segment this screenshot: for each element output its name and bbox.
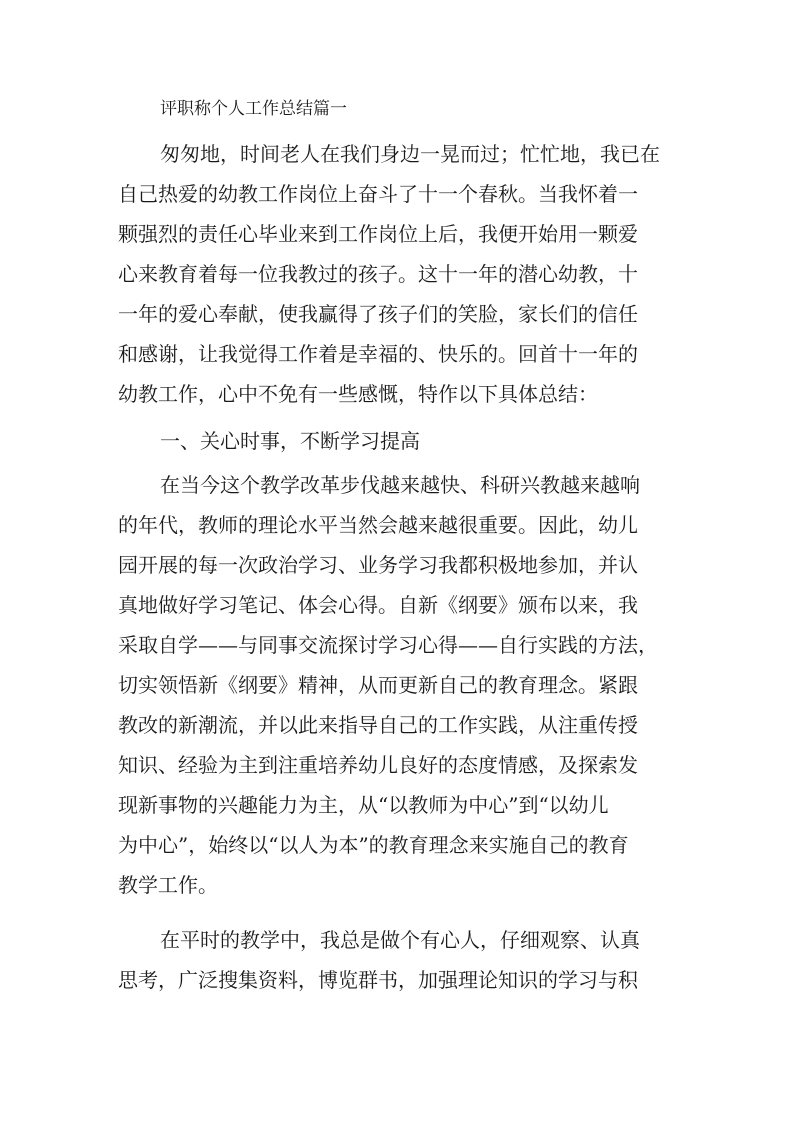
body-line: 和感谢，让我觉得工作着是幸福的、快乐的。回首十一年的	[118, 342, 638, 366]
body-line: 教改的新潮流，并以此来指导自己的工作实践，从注重传授	[118, 713, 638, 737]
body-line: 颗强烈的责任心毕业来到工作岗位上后，我便开始用一颗爱	[118, 222, 638, 246]
body-line: 在当今这个教学改革步伐越来越快、科研兴教越来越响	[160, 473, 640, 497]
body-line: 幼教工作，心中不免有一些感慨，特作以下具体总结：	[118, 382, 598, 406]
body-line: 现新事物的兴趣能力为主，从“以教师为中心”到“以幼儿	[118, 793, 609, 817]
body-line: 采取自学——与同事交流探讨学习心得——自行实践的方法，	[118, 633, 658, 657]
body-line: 教学工作。	[118, 873, 218, 897]
body-line: 自己热爱的幼教工作岗位上奋斗了十一个春秋。当我怀着一	[118, 182, 638, 206]
body-line: 在平时的教学中，我总是做个有心人，仔细观察、认真	[160, 928, 640, 952]
body-line: 切实领悟新《纲要》精神，从而更新自己的教育理念。紧跟	[118, 673, 638, 697]
body-line: 思考，广泛搜集资料，博览群书，加强理论知识的学习与积	[118, 968, 638, 992]
body-line: 为中心”，始终以“以人为本”的教育理念来实施自己的教育	[118, 833, 629, 857]
document-title: 评职称个人工作总结篇一	[160, 99, 347, 119]
section-heading: 一、关心时事，不断学习提高	[160, 429, 420, 453]
body-line: 园开展的每一次政治学习、业务学习我都积极地参加，并认	[118, 553, 638, 577]
body-line: 匆匆地，时间老人在我们身边一晃而过；忙忙地，我已在	[160, 142, 660, 166]
body-line: 一年的爱心奉献，使我赢得了孩子们的笑脸，家长们的信任	[118, 302, 638, 326]
body-line: 心来教育着每一位我教过的孩子。这十一年的潜心幼教，十	[118, 262, 638, 286]
body-line: 知识、经验为主到注重培养幼儿良好的态度情感，及探索发	[118, 753, 638, 777]
body-line: 的年代，教师的理论水平当然会越来越很重要。因此，幼儿	[118, 513, 638, 537]
body-line: 真地做好学习笔记、体会心得。自新《纲要》颁布以来，我	[118, 593, 638, 617]
